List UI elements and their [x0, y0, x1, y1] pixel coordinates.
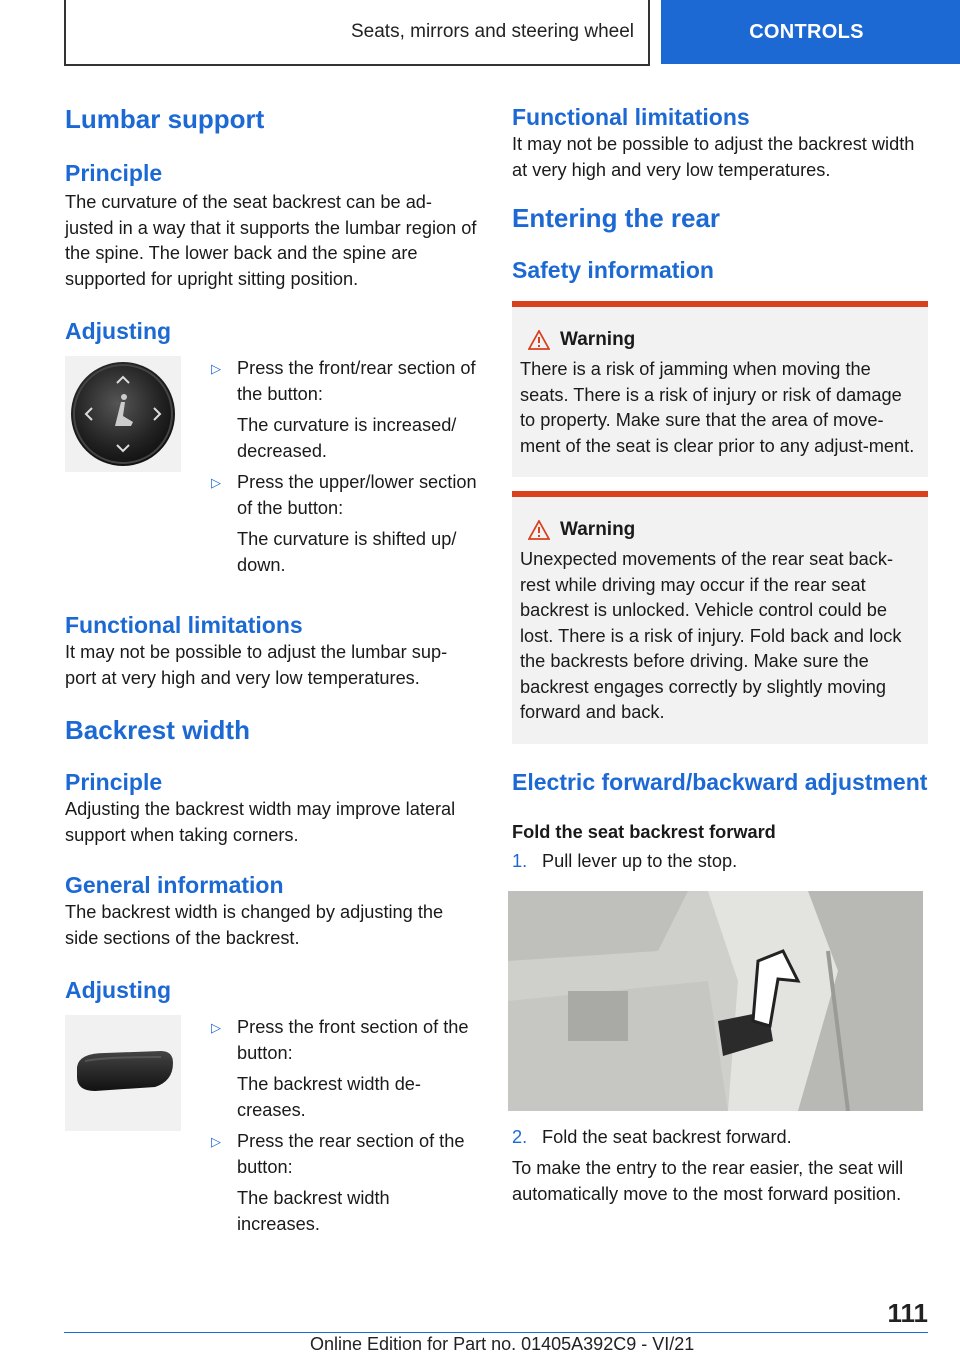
- general-information-text: The backrest width is changed by adjusting the side sections of the backrest.: [65, 902, 444, 948]
- final-text: To make the entry to the rear easier, the seat will automatically move to the most forward position.: [512, 1158, 904, 1204]
- edition-text: Online Edition for Part no. 01405A392C9 - VI/21: [310, 1334, 695, 1354]
- step-instruction: Press the rear section of the button:: [237, 1131, 465, 1177]
- lumbar-button-icon: [65, 356, 181, 472]
- chapter-tab[interactable]: CONTROLS: [661, 0, 960, 64]
- principle-heading: Principle: [65, 160, 163, 186]
- page-number: 111: [887, 1298, 928, 1328]
- footer-rule: [64, 1332, 928, 1333]
- functional-limitations-text: It may not be possible to adjust the backrest width at very high and very low temperatures.: [512, 134, 915, 180]
- backrest-width-heading: Backrest width: [65, 715, 250, 745]
- warning-triangle-icon: [520, 520, 560, 540]
- warning-label: Warning: [560, 519, 636, 540]
- step-text: Fold the seat backrest forward.: [542, 1126, 792, 1147]
- electric-adjustment-heading: Electric forward/backward adjustment: [512, 768, 928, 795]
- triangle-bullet-icon: ▷: [211, 361, 221, 376]
- warning-label: Warning: [560, 329, 636, 350]
- triangle-bullet-icon: ▷: [211, 475, 221, 490]
- step-result: The curvature is increased/ decreased.: [237, 415, 457, 461]
- functional-limitations-heading: Functional limitations: [512, 104, 750, 130]
- adjusting-heading: Adjusting: [65, 318, 172, 344]
- backrest-control-image: [65, 1015, 181, 1131]
- seat-lever-photo: [508, 891, 923, 1111]
- list-item: [512, 849, 928, 875]
- warning-box: [512, 491, 928, 744]
- principle-heading: Principle: [65, 769, 163, 795]
- step-number: 2.: [512, 1126, 528, 1147]
- safety-information-heading: Safety information: [512, 257, 714, 283]
- step-result: The curvature is shifted up/ down.: [237, 529, 457, 575]
- step-instruction: Press the front section of the button:: [237, 1017, 469, 1063]
- adjusting-heading: Adjusting: [65, 977, 172, 1003]
- step-number: 1.: [512, 851, 528, 871]
- entering-rear-heading: Entering the rear: [512, 203, 721, 233]
- step-result: The backrest width de-creases.: [237, 1074, 421, 1120]
- section-title: Seats, mirrors and steering wheel: [64, 0, 650, 66]
- adjusting-step: [201, 356, 477, 470]
- step-text: Pull lever up to the stop.: [542, 851, 738, 871]
- warning-text: Unexpected movements of the rear seat back-rest while driving may occur if the rear seat backrest is unlocked. Vehicle control could be lost. There is a risk of injury. Fold back and lock the backrests before driving. Make sure the backrest engages correctly by slightly moving forward and back.: [520, 549, 902, 722]
- functional-limitations-text: It may not be possible to adjust the lumbar sup-port at very high and very low temperatures.: [65, 642, 448, 688]
- backrest-button-icon: [65, 1015, 181, 1131]
- triangle-bullet-icon: ▷: [211, 1134, 221, 1149]
- adjusting-step: [201, 470, 477, 584]
- triangle-bullet-icon: ▷: [211, 1020, 221, 1035]
- step-result: The backrest width increases.: [237, 1188, 390, 1234]
- principle-text: Adjusting the backrest width may improve lateral support when taking corners.: [65, 799, 456, 845]
- list-item: [512, 1125, 928, 1151]
- lumbar-support-heading: Lumbar support: [65, 104, 265, 134]
- right-column: [512, 96, 928, 1207]
- fold-backrest-heading: Fold the seat backrest forward: [512, 821, 776, 842]
- adjusting-step: [201, 1015, 477, 1129]
- lumbar-control-image: [65, 356, 181, 472]
- warning-box: [512, 301, 928, 477]
- step-instruction: Press the front/rear section of the button:: [237, 358, 476, 404]
- warning-triangle-icon: [520, 330, 560, 350]
- adjusting-step: [201, 1129, 477, 1243]
- page-header: [0, 0, 960, 66]
- functional-limitations-heading: Functional limitations: [65, 612, 303, 638]
- warning-text: There is a risk of jamming when moving the seats. There is a risk of injury or risk of damage to property. Make sure that the area of move-ment of the seat is clear prior to any adjust-ment.: [520, 359, 915, 456]
- general-information-heading: General information: [65, 872, 284, 898]
- principle-text: The curvature of the seat backrest can be ad-justed in a way that it supports the lumbar region of the spine. The lower back and the spine are supported for upright sitting position.: [65, 192, 477, 289]
- step-instruction: Press the upper/lower section of the button:: [237, 472, 477, 518]
- left-column: [65, 96, 477, 1243]
